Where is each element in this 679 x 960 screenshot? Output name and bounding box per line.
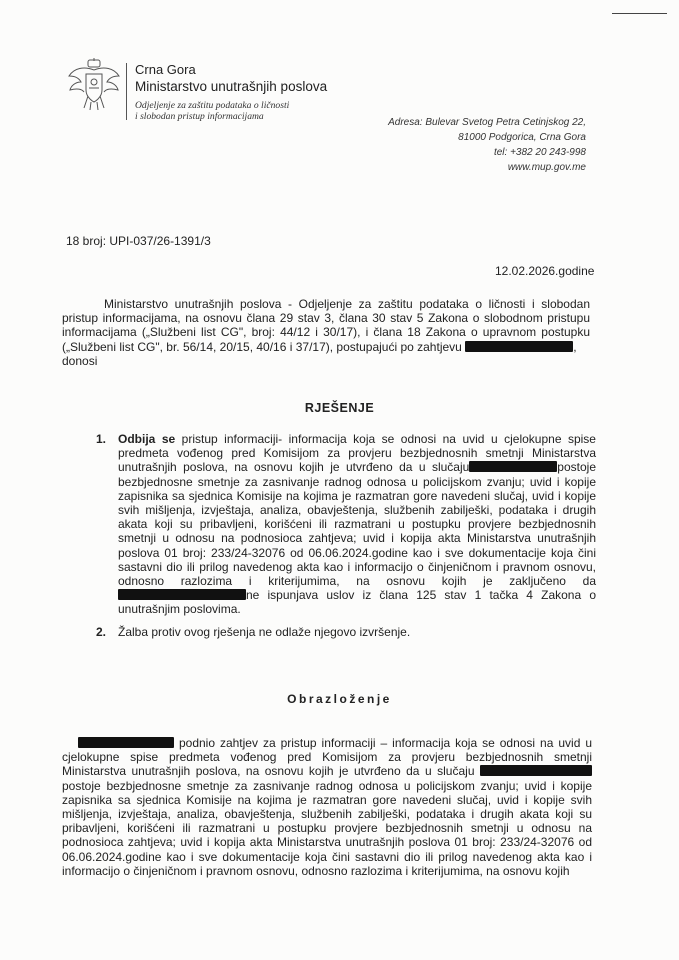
city-line: 81000 Podgorica, Crna Gora — [458, 132, 586, 143]
redaction-block — [118, 589, 246, 600]
decision-title: RJEŠENJE — [304, 401, 375, 415]
list-item: 2. Žalba protiv ovog rješenja ne odlaže njegovo izvršenje. — [96, 624, 411, 639]
coat-of-arms-icon — [66, 58, 122, 112]
department-name: Odjeljenje za zaštitu podataka o ličnosti i slobodan pristup informacijama — [135, 100, 290, 122]
phone-line: tel: +382 20 243-998 — [493, 147, 586, 158]
website-line: www.mup.gov.me — [507, 162, 586, 173]
scan-mark — [612, 13, 667, 14]
redaction-block — [469, 461, 557, 472]
contact-block — [388, 115, 586, 175]
reference-number: 18 broj: UPI-037/26-1391/3 — [66, 234, 211, 248]
reasoning-title: Obrazloženje — [287, 692, 392, 706]
header-divider — [126, 63, 127, 120]
reasoning-paragraph: podnio zahtjev za pristup informaciji – informacija koja se odnosi na uvid u cjelokupne spise predmeta vođenog pred Komisijom za provjeru bezbjednosnih smetnji Ministarstva unutrašnjih poslova, na osnovu kojih je utvrđeno da u slučaju postoje bezbjednosne smetnje za zasnivanje radnog odnosa u policijskom zvanju; uvid i kopije zapisnika sa sjednica Komisije na kojima je razmatran gore navedeni slučaj, uvid i kopije svih mišljenja, izvještaja, analiza, obavještenja, službenih zabilješki, podataka i drugih akata koji su pribavljeni, korišćeni ili razmatrani u postupku provjere bezbjednosnih smetnji u odnosu na podnosioca zahtjeva; uvid i kopija akta Ministarstva unutrašnjih poslova 01 broj: 233/24-32076 od 06.06.2024.godine kao i sve dokumentacije koja čini sastavni dio ili prilog navedenog akta kao i informacijo o činjeničnom i pravnom osnovu, odnosno razlozima i kriterijumima, na osnovu kojih — [62, 736, 592, 878]
list-item: 1. Odbija se pristup informaciji- informacija koja se odnosi na uvid u cjelokupne spise predmeta vođenog pred Komisijom za provjeru bezbjednosnih smetnji Ministarstva unutrašnjih poslova, na osnovu kojih je utvrđeno da u slučaju postoje bezbjednosne smetnje za zasnivanje radnog odnosa u policijskom zvanju; uvid i kopije zapisnika sa sjednica Komisije na kojima je razmatran gore navedeni slučaj, uvid i kopije svih mišljenja, izvještaja, analiza, obavještenja, službenih zabilješki, podataka i drugih akata koji su pribavljeni, korišćeni ili razmatrani u postupku provjere bezbjednosnih smetnji u odnosu na podnosioca zahtjeva; uvid i kopija akta Ministarstva unutrašnjih poslova 01 broj: 233/24-32076 od 06.06.2024.godine kao i sve dokumentacije koja čini sastavni dio ili prilog navedenog akta kao i informacijo o činjeničnom i pravnom osnovu, odnosno razlozima i kriterijumima, na osnovu kojih je zaključeno da ne ispunjava uslov iz člana 125 stav 1 tačka 4 Zakona o unutrašnjim poslovima. — [96, 432, 596, 617]
decision-items — [96, 432, 596, 639]
document-date: 12.02.2026.godine — [495, 264, 595, 278]
redaction-block — [465, 341, 573, 352]
redaction-block — [480, 765, 592, 776]
ministry-name: Ministarstvo unutrašnjih poslova — [135, 79, 328, 94]
address-line: Adresa: Bulevar Svetog Petra Cetinjskog 22, — [388, 117, 586, 128]
intro-paragraph: Ministarstvo unutrašnjih poslova - Odjeljenje za zaštitu podataka o ličnosti i slobodan pristup informacijama, na osnovu člana 29 stav 3, člana 30 stav 5 Zakona o slobodnom pristupu informacijama („Službeni list CG", broj: 44/12 i 30/17), i člana 18 Zakona o upravnom postupku („Službeni list CG", br. 56/14, 20/15, 40/16 i 37/17), postupajući po zahtjevu , donosi — [62, 297, 590, 368]
redaction-block — [78, 737, 174, 748]
country-name: Crna Gora — [135, 62, 196, 77]
